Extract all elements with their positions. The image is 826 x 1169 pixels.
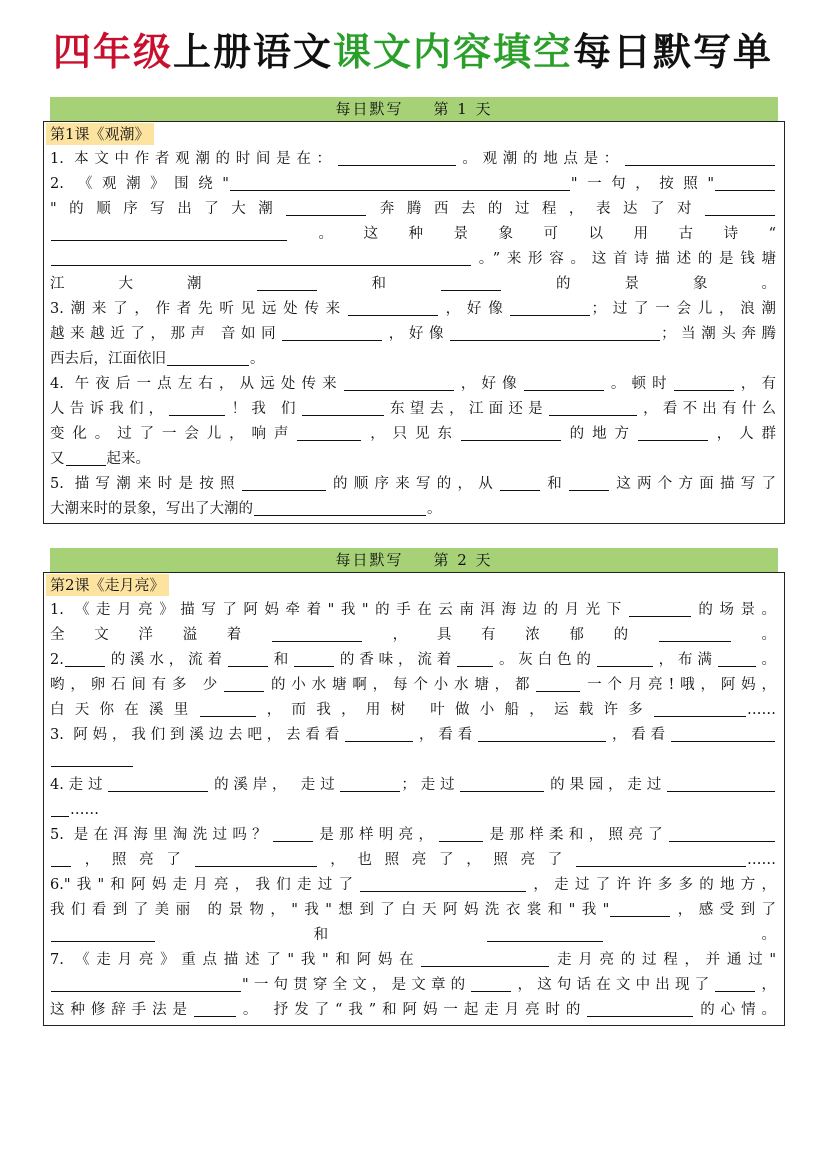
line-text: ，人群 [708,426,776,442]
line-text: ，好像 [383,326,450,342]
fill-blank[interactable] [286,198,366,216]
line-text: ！我 们 [226,401,301,417]
fill-blank[interactable] [629,599,691,617]
day1-banner [50,97,778,121]
fill-blank[interactable] [457,649,493,667]
fill-blank[interactable] [340,774,400,792]
line-text: 的溪水，流着 [105,652,227,668]
line-text: 的果园，走过 [545,777,667,793]
text-line [50,673,776,698]
fill-blank[interactable] [51,849,71,867]
line-text: ，布满 [653,652,717,668]
text-line [50,472,776,497]
line-text: 。 [427,501,442,517]
fill-blank[interactable] [273,824,313,842]
day1-banner-day: 第 1 天 [433,100,493,118]
line-text: ， [756,977,776,993]
fill-blank[interactable] [65,649,105,667]
text-line [50,723,776,748]
fill-blank[interactable] [254,498,426,516]
day2-lesson-tag: 第2课《走月亮》 [46,574,169,596]
fill-blank[interactable] [224,674,264,692]
line-text: 。 [756,652,776,668]
line-text: 。观潮的地点是： [456,151,624,167]
day1-lines [50,147,776,522]
text-line [50,848,776,873]
page-title [0,26,826,78]
text-line [50,973,776,998]
fill-blank[interactable] [230,173,570,191]
line-text: 白天你在溪里 [50,702,199,718]
line-text: 。灰白色的 [494,652,596,668]
fill-blank[interactable] [487,924,603,942]
line-text: 起来。 [106,451,150,467]
text-line [50,397,776,422]
text-line [50,447,776,472]
fill-blank[interactable] [108,774,208,792]
fill-blank[interactable] [671,724,775,742]
line-text: …… [747,702,776,718]
fill-blank[interactable] [338,148,456,166]
fill-blank[interactable] [51,749,133,767]
line-text: 西去后，江面依旧 [50,351,166,367]
day2-banner-day: 第 2 天 [433,551,493,569]
line-text: ，具有浓郁的 [362,627,658,643]
line-text: 3. 阿妈，我们到溪边去吧，去看看 [50,727,345,743]
day2-box [43,572,785,1026]
line-text: 的顺序来写的，从 [326,476,499,492]
line-text: ，也照亮了，照亮了 [317,852,575,868]
line-text: ，只见东 [362,426,460,442]
line-text: 4. 午夜后一点左右，从远处传来 [50,376,343,392]
text-line [50,898,776,923]
text-line [50,197,776,222]
line-text: "的顺序写出了大潮 [50,201,286,217]
fill-blank[interactable] [441,273,501,291]
day2-banner [50,548,778,572]
fill-blank[interactable] [360,874,526,892]
title-topic: 课文内容填空 [333,30,574,74]
day1-lesson-tag: 第1课《观潮》 [46,123,154,145]
fill-blank[interactable] [228,649,268,667]
fill-blank[interactable] [718,649,756,667]
fill-blank[interactable] [715,173,775,191]
line-text: 的小水塘啊，每个小水塘，都 [265,677,536,693]
fill-blank[interactable] [51,223,287,241]
fill-blank[interactable] [344,373,454,391]
line-text: 是那样明亮， [314,827,439,843]
line-text: 的地方 [561,426,637,442]
line-text: 。 [603,927,776,943]
fill-blank[interactable] [576,849,746,867]
line-text: ，看看 [414,727,478,743]
line-text: 人告诉我们， [50,401,169,417]
fill-blank[interactable] [667,774,775,792]
title-type: 每日默写单 [573,30,774,74]
line-text: ；当潮头奔腾 [661,326,776,342]
line-text: 大潮来时的景象，写出了大潮的 [50,501,253,517]
line-text: 越来越近了，那声 音如同 [50,326,282,342]
fill-blank[interactable] [669,824,775,842]
fill-blank[interactable] [51,974,241,992]
line-text: 这种修辞手法是 [50,1002,193,1018]
fill-blank[interactable] [195,849,317,867]
line-text: 。这种景象可以用古诗“ [288,226,776,242]
line-text: 5. 是在洱海里淘洗过吗？ [50,827,272,843]
line-text: 6."我"和阿妈走月亮，我们走过了 [50,877,360,893]
fill-blank[interactable] [51,924,155,942]
fill-blank[interactable] [654,699,746,717]
fill-blank[interactable] [348,298,438,316]
line-text: 。”来形容。这首诗描述的是钱塘 [472,251,776,267]
line-text: 一个月亮!哦，阿妈， [581,677,776,693]
line-text: ；走过 [401,777,460,793]
fill-blank[interactable] [297,423,361,441]
line-text: 我们看到了美丽 的景物，"我"想到了白天阿妈洗衣裳和"我" [50,902,610,918]
line-text: 。 [731,627,776,643]
line-text: "一句，按照" [570,176,714,192]
text-line [50,247,776,272]
line-text: 全文洋溢着 [50,627,271,643]
line-text: 走月亮的过程，并通过" [550,952,776,968]
fill-blank[interactable] [610,899,670,917]
line-text: "一句贯穿全文，是文章的 [242,977,471,993]
line-text: …… [70,802,99,818]
fill-blank[interactable] [460,774,544,792]
fill-blank[interactable] [536,674,580,692]
line-text: 变化。过了一会儿，响声 [50,426,297,442]
fill-blank[interactable] [659,624,731,642]
line-text: 1. 本文中作者观潮的时间是在： [50,151,337,167]
fill-blank[interactable] [500,473,540,491]
fill-blank[interactable] [674,373,734,391]
fill-blank[interactable] [272,624,362,642]
line-text: ，走过了许许多多的地方， [527,877,776,893]
day1-section [43,97,785,524]
line-text: 和 [156,927,486,943]
text-line [50,598,776,623]
fill-blank[interactable] [597,649,653,667]
title-grade: 四年级 [52,30,173,74]
line-text: 的香味，流着 [335,652,457,668]
line-text: ，看不出有什么 [637,401,776,417]
line-text: ，这句话在文中出现了 [512,977,715,993]
title-subject: 上册语文 [172,30,333,74]
line-text: ，而我，用树 叶做小船，运载许多 [256,702,654,718]
fill-blank[interactable] [257,273,317,291]
day1-banner-label: 每日默写 [335,100,404,118]
text-line [50,497,776,522]
day1-box [43,121,785,524]
text-line [50,147,776,172]
text-line [50,623,776,648]
fill-blank[interactable] [282,323,382,341]
fill-blank[interactable] [471,974,511,992]
day2-lines [50,598,776,1023]
fill-blank[interactable] [587,999,693,1017]
line-text: 的场景。 [691,602,776,618]
fill-blank[interactable] [294,649,334,667]
day2-banner-label: 每日默写 [335,551,404,569]
line-text: 5. 描写潮来时是按照 [50,476,241,492]
text-line [50,648,776,673]
line-text: ，照亮了 [72,852,194,868]
fill-blank[interactable] [450,323,660,341]
fill-blank[interactable] [51,799,69,817]
fill-blank[interactable] [524,373,604,391]
text-line [50,823,776,848]
line-text: 。顿时 [604,376,673,392]
line-text: 的景象。 [502,276,776,292]
fill-blank[interactable] [478,724,606,742]
line-text: 4.走过 [50,777,108,793]
line-text: 的溪岸， 走过 [209,777,340,793]
line-text: 哟，卵石间有多 少 [50,677,224,693]
line-text: 奔腾西去的过程，表达了对 [367,201,705,217]
day2-section [43,548,785,1026]
text-line [50,322,776,347]
fill-blank[interactable] [549,398,637,416]
text-line [50,798,776,823]
fill-blank[interactable] [705,198,775,216]
line-text: 1. 《走月亮》描写了阿妈牵着"我"的手在云南洱海边的月光下 [50,602,628,618]
line-text: 又 [50,451,65,467]
fill-blank[interactable] [66,448,106,466]
fill-blank[interactable] [200,699,256,717]
fill-blank[interactable] [421,949,549,967]
fill-blank[interactable] [439,824,483,842]
line-text: 的心情。 [694,1002,776,1018]
fill-blank[interactable] [569,473,609,491]
fill-blank[interactable] [625,148,775,166]
line-text: 和 [268,652,294,668]
text-line [50,948,776,973]
fill-blank[interactable] [510,298,590,316]
text-line [50,297,776,322]
text-line [50,172,776,197]
fill-blank[interactable] [242,473,326,491]
line-text: 江大潮 [50,276,256,292]
line-text: ，看看 [607,727,671,743]
text-line [50,998,776,1023]
text-line [50,698,776,723]
text-line [50,222,776,247]
line-text: 2. 《观潮》围绕" [50,176,229,192]
line-text: ，感受到了 [671,902,776,918]
line-text: ，好像 [438,301,510,317]
line-text: 是那样柔和，照亮了 [484,827,668,843]
text-line [50,773,776,798]
line-text: 。 抒发了“我”和阿妈一起走月亮时的 [236,1002,587,1018]
text-line [50,272,776,297]
line-text: ，有 [734,376,776,392]
line-text: 东望去，江面还是 [384,401,548,417]
line-text: …… [747,852,776,868]
text-line [50,923,776,948]
fill-blank[interactable] [345,724,413,742]
line-text: 2. [50,652,64,668]
fill-blank[interactable] [461,423,561,441]
text-line [50,347,776,372]
fill-blank[interactable] [51,248,471,266]
fill-blank[interactable] [167,348,249,366]
text-line [50,873,776,898]
line-text: 3.潮来了，作者先听见远处传来 [50,301,347,317]
line-text: 和 [540,476,568,492]
line-text: 。 [250,351,265,367]
text-line [50,748,776,773]
text-line [50,372,776,397]
text-line [50,422,776,447]
line-text: ，好像 [454,376,523,392]
fill-blank[interactable] [194,999,236,1017]
fill-blank[interactable] [715,974,755,992]
fill-blank[interactable] [638,423,708,441]
line-text: 7. 《走月亮》重点描述了"我"和阿妈在 [50,952,421,968]
line-text: 这两个方面描写了 [610,476,776,492]
fill-blank[interactable] [302,398,384,416]
line-text: 和 [317,276,440,292]
line-text: ；过了一会儿，浪潮 [591,301,776,317]
fill-blank[interactable] [169,398,225,416]
